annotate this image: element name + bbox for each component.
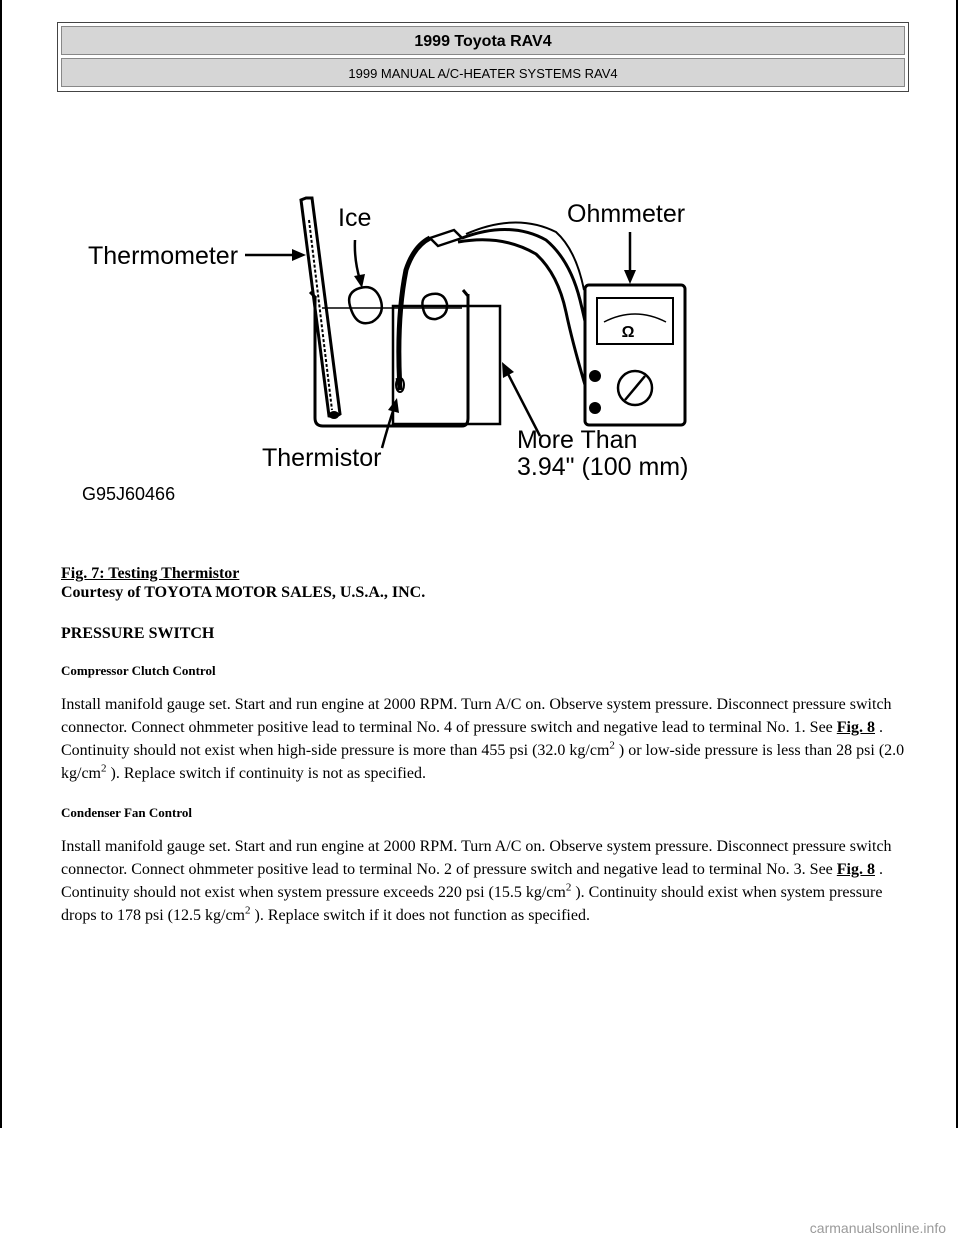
label-ohmmeter: Ohmmeter [567,200,686,228]
header-subtitle: 1999 MANUAL A/C-HEATER SYSTEMS RAV4 [61,58,905,87]
section-heading: PRESSURE SWITCH [61,625,215,642]
header-title: 1999 Toyota RAV4 [61,26,905,55]
ohmmeter-arrow [624,232,636,284]
text-segment: . Continuity should not exist when system pressure exceeds 220 psi (15.5 kg/cm [61,861,883,901]
text-segment: ) or low-side pressure is less than 28 psi (2.0 kg/cm [61,742,905,782]
document-header [57,22,909,92]
document-body [61,564,921,927]
label-thermistor: Thermistor [262,444,382,472]
text-segment: ). Replace switch if it does not function as specified. [250,907,590,924]
text-segment: . Continuity should not exist when high-side pressure is more than 455 psi (32.0 kg/cm [61,719,883,759]
text-segment: ). Replace switch if continuity is not as specified. [106,765,426,782]
superscript: 2 [101,762,107,775]
fig-8-link[interactable]: Fig. 8 [836,861,875,878]
subsection-heading-compressor: Compressor Clutch Control [61,663,216,678]
label-ice: Ice [338,204,372,232]
label-more-than: More Than [517,426,638,454]
superscript: 2 [245,904,251,917]
ohmmeter-drawing [585,285,685,425]
superscript: 2 [609,739,615,752]
figure-courtesy: Courtesy of TOYOTA MOTOR SALES, U.S.A., INC. [61,584,426,601]
watermark: carmanualsonline.info [809,1220,946,1236]
subsection-heading-condenser: Condenser Fan Control [61,805,192,820]
text-segment: Install manifold gauge set. Start and run engine at 2000 RPM. Turn A/C on. Observe system pressure. Disconnect pressure switch connector. Connect ohmmeter positive lead to terminal No. 2 of pressure switch and negative lead to terminal No. 3. See [61,838,892,878]
omega-symbol: Ω [621,324,635,341]
thermistor-test-diagram [70,180,710,520]
figure-code: G95J60466 [82,484,176,504]
figure-caption[interactable]: Fig. 7: Testing Thermistor [61,565,240,582]
thermistor-test-figure [70,180,710,520]
label-distance: 3.94" (100 mm) [517,453,689,481]
distance-arrow [502,362,540,436]
container-drawing [393,306,500,424]
text-segment: ). Continuity should exist when system pressure drops to 178 psi (12.5 kg/cm [61,884,883,924]
ice-arrow [354,240,365,288]
fig-8-link[interactable]: Fig. 8 [836,719,875,736]
paragraph-condenser [61,835,921,927]
superscript: 2 [565,881,572,894]
text-segment: Install manifold gauge set. Start and run engine at 2000 RPM. Turn A/C on. Observe system pressure. Disconnect pressure switch connector. Connect ohmmeter positive lead to terminal No. 4 of pressure switch and negative lead to terminal No. 1. See [61,696,892,736]
thermometer-arrow [245,249,306,261]
paragraph-compressor [61,693,921,785]
label-thermometer: Thermometer [88,242,239,270]
